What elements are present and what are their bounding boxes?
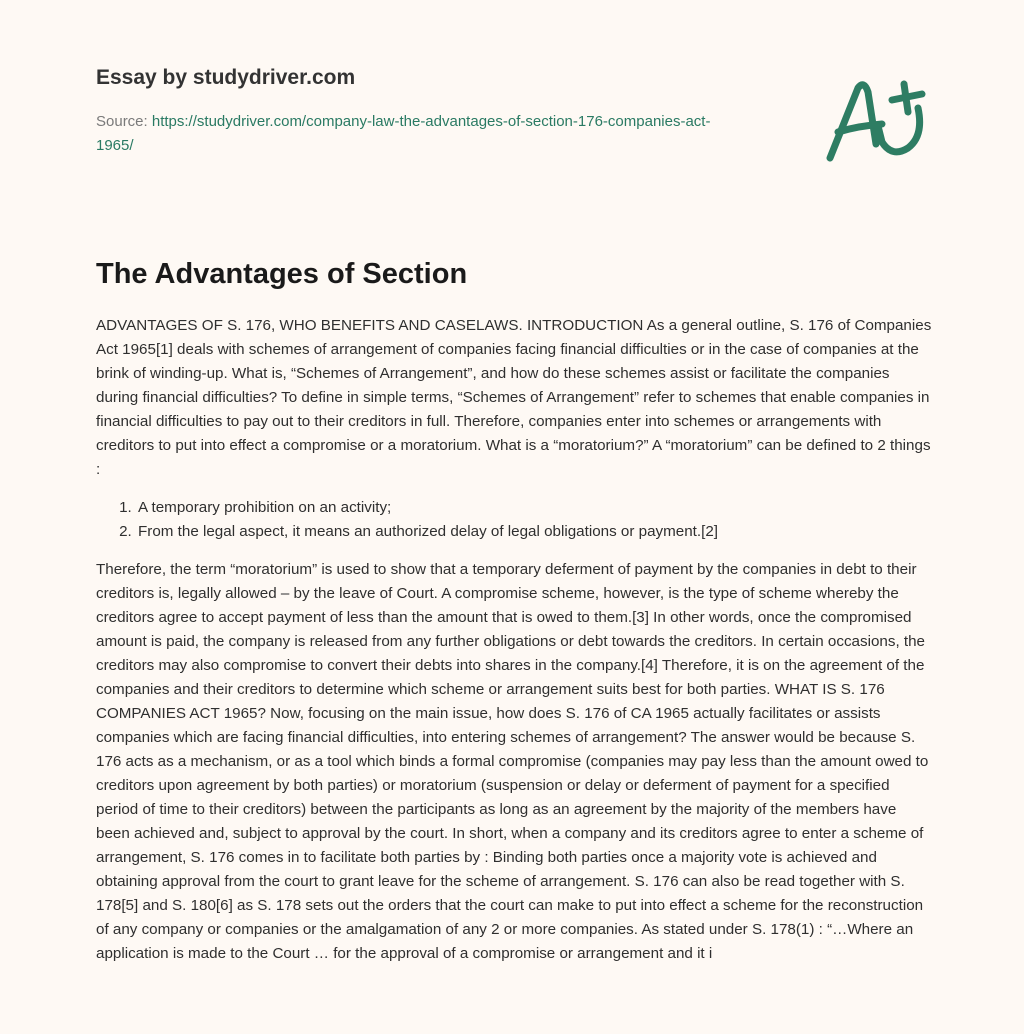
moratorium-definition-list	[96, 496, 932, 544]
site-title: Essay by studydriver.com	[96, 66, 356, 89]
article-body	[96, 314, 932, 980]
list-item: 1. A temporary prohibition on an activity;	[136, 496, 932, 520]
source-label: Source:	[96, 113, 152, 130]
source-link[interactable]: https://studydriver.com/company-law-the-advantages-of-section-176-companies-act-1965/	[96, 113, 711, 154]
source-line	[96, 110, 736, 158]
article-title: The Advantages of Section	[96, 258, 468, 290]
article-paragraph: ADVANTAGES OF S. 176, WHO BENEFITS AND CASELAWS. INTRODUCTION As a general outline, S. 176 of Companies Act 1965[1] deals with schemes of arrangement of companies facing financial difficulties or in the case of companies at the brink of winding-up. What is, “Schemes of Arrangement”, and how do these schemes assist or facilitate the companies during financial difficulties? To define in simple terms, “Schemes of Arrangement” refer to schemes that enable companies in financial difficulties to pay out to their creditors in full. Therefore, companies enter into schemes or arrangements with creditors to put into effect a compromise or a moratorium. What is a “moratorium?” A “moratorium” can be defined to 2 things :	[96, 317, 932, 478]
a-plus-grade-icon	[818, 62, 928, 172]
article-paragraph: Therefore, the term “moratorium” is used to show that a temporary deferment of payment by the companies in debt to their creditors is, legally allowed – by the leave of Court. A compromise scheme, however, is the type of scheme whereby the creditors agree to accept payment of less than the amount that is owed to them.[3] In other words, once the compromised amount is paid, the company is released from any further obligations or debt towards the creditors. In certain occasions, the creditors may also compromise to convert their debts into shares in the company.[4] Therefore, it is on the agreement of the companies and their creditors to determine which scheme or arrangement suits best for both parties. WHAT IS S. 176 COMPANIES ACT 1965? Now, focusing on the main issue, how does S. 176 of CA 1965 actually facilitates or assists companies which are facing financial difficulties, into entering schemes of arrangement? The answer would be because S. 176 acts as a mechanism, or as a tool which binds a formal compromise (companies may pay less than the amount owed to creditors upon agreement by both parties) or moratorium (suspension or delay or deferment of payment for a specified period of time to their creditors) between the participants as long as an agreement by the majority of the members have been achieved and, subject to approval by the court. In short, when a company and its creditors agree to enter a scheme of arrangement, S. 176 comes in to facilitate both parties by : Binding both parties once a majority vote is achieved and obtaining approval from the court to grant leave for the scheme of arrangement. S. 176 can also be read together with S. 178[5] and S. 180[6] as S. 178 sets out the orders that the court can make to put into effect a scheme for the reconstruction of any company or companies or the amalgamation of any 2 or more companies. As stated under S. 178(1) : “…Where an application is made to the Court … for the approval of a compromise or arrangement and it i	[96, 561, 929, 962]
list-item: 2. From the legal aspect, it means an authorized delay of legal obligations or payment.[2]	[136, 520, 932, 544]
essay-header	[96, 64, 736, 158]
